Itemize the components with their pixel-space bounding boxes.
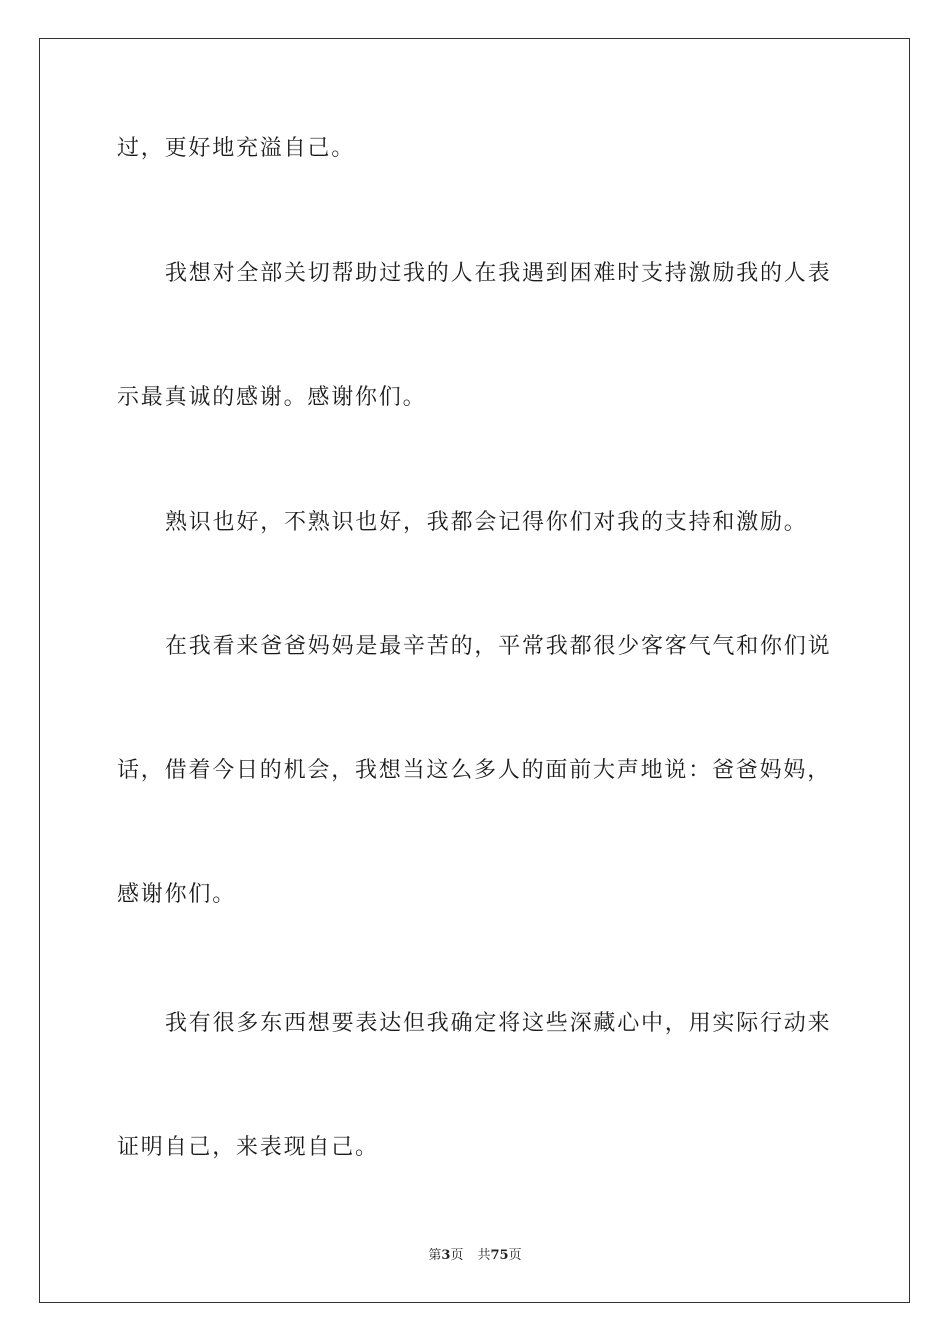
- footer-total-pages: 75: [490, 1248, 509, 1263]
- body-line-9: 证明自己，来表现自己。: [117, 1135, 379, 1160]
- footer-page-prefix: 第: [428, 1248, 442, 1263]
- page-border: [39, 38, 910, 1303]
- footer-page-suffix: 页: [450, 1248, 464, 1263]
- body-line-3: 示最真诚的感谢。感谢你们。: [117, 385, 427, 410]
- body-line-2: 我想对全部关切帮助过我的人在我遇到困难时支持激励我的人表: [165, 261, 832, 286]
- body-line-1: 过，更好地充溢自己。: [117, 136, 356, 161]
- body-line-5: 在我看来爸爸妈妈是最辛苦的，平常我都很少客客气气和你们说: [165, 634, 832, 659]
- body-line-7: 感谢你们。: [117, 882, 237, 907]
- footer-total-prefix: 共: [477, 1248, 491, 1263]
- body-line-4: 熟识也好，不熟识也好，我都会记得你们对我的支持和激励。: [165, 510, 808, 535]
- footer-page-number: 3: [441, 1248, 451, 1263]
- page-footer: [0, 1247, 950, 1265]
- body-line-8: 我有很多东西想要表达但我确定将这些深藏心中，用实际行动来: [165, 1011, 832, 1036]
- footer-total-suffix: 页: [508, 1248, 522, 1263]
- body-line-6: 话，借着今日的机会，我想当这么多人的面前大声地说：爸爸妈妈，: [117, 758, 832, 783]
